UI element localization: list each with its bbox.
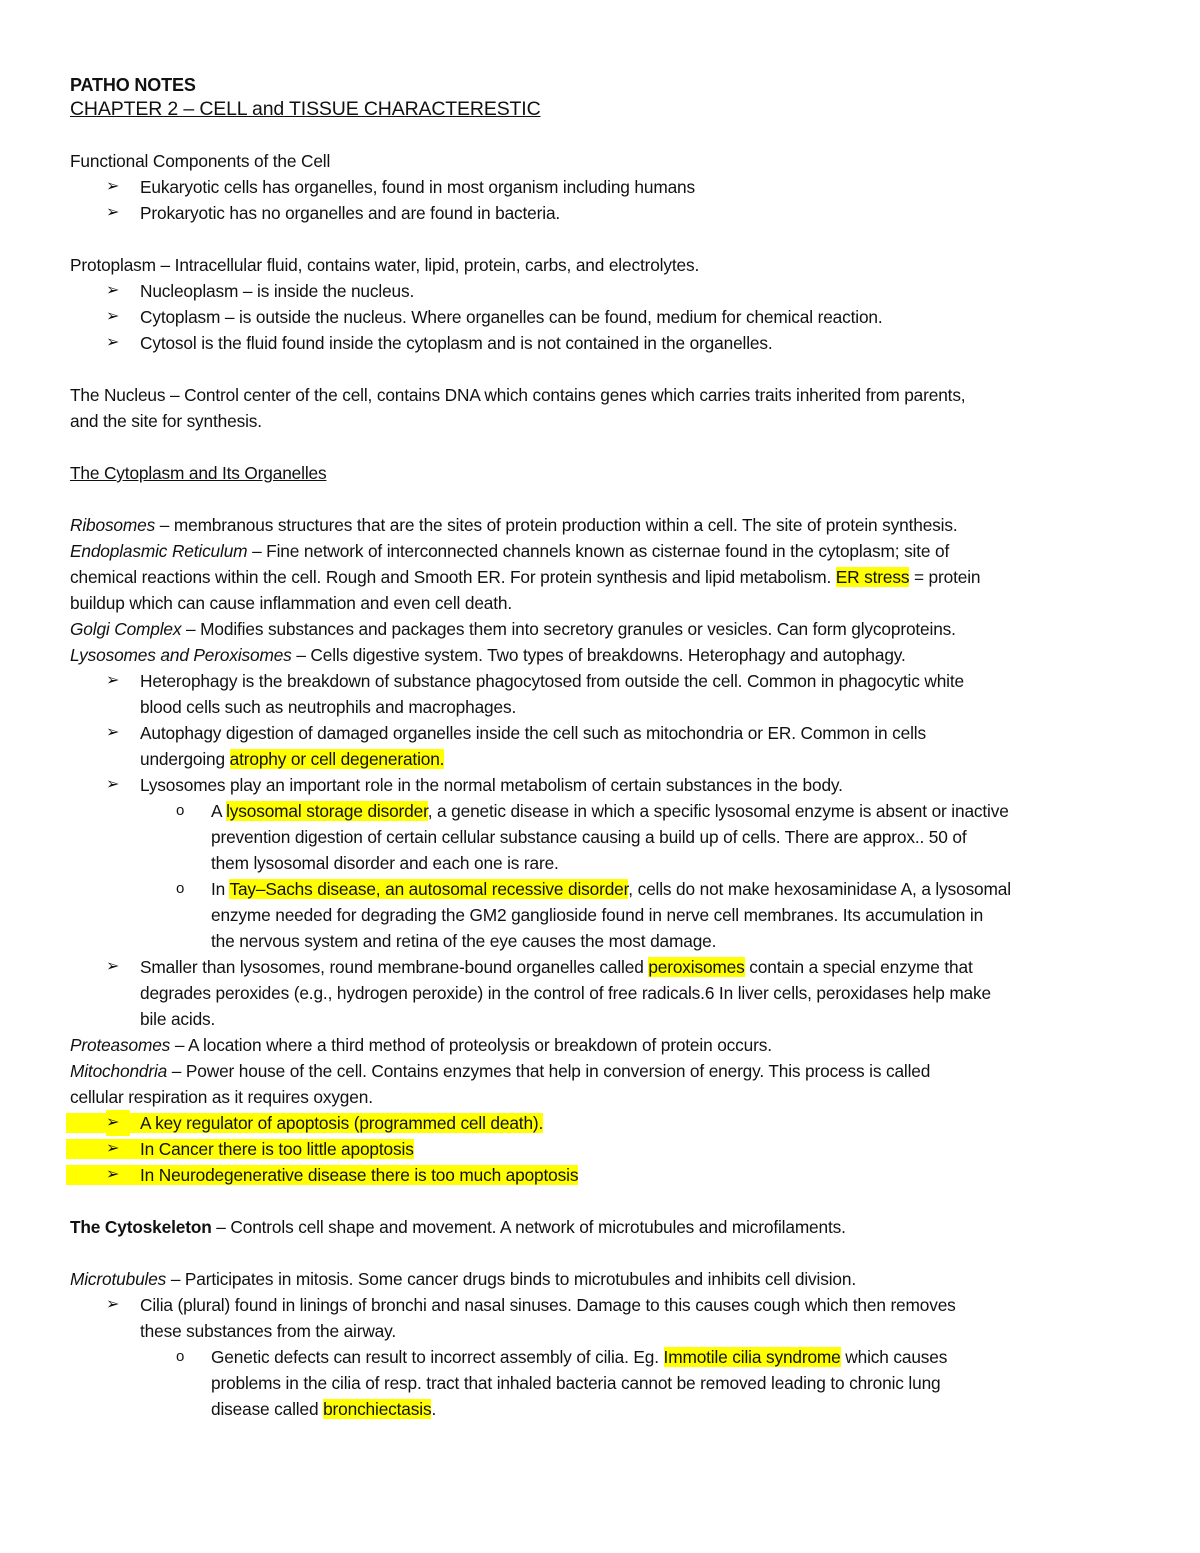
bullet-item-continued: blood cells such as neutrophils and macrophages. [140, 697, 517, 717]
section-heading: The Cytoplasm and Its Organelles [70, 463, 327, 483]
bullet-item: ➢ Cytosol is the fluid found inside the cytoplasm and is not contained in the organelles. [70, 330, 1140, 356]
document-page [70, 74, 1140, 1422]
paragraph-continued: and the site for synthesis. [70, 411, 262, 431]
sub-bullet-item: o In Tay–Sachs disease, an autosomal recessive disorder, cells do not make hexosaminidase A, a lysosomal [70, 876, 1140, 902]
definition-er-line: chemical reactions within the cell. Rough and Smooth ER. For protein synthesis and lipid metabolism. ER stress = protein [70, 567, 981, 587]
bullet-item: ➢ Heterophagy is the breakdown of substance phagocytosed from outside the cell. Common in phagocytic white [70, 668, 1140, 694]
bullet-item: ➢ Autophagy digestion of damaged organelles inside the cell such as mitochondria or ER. Common in cells [70, 720, 1140, 746]
definition-proteasomes: Proteasomes – A location where a third method of proteolysis or breakdown of protein occurs. [70, 1035, 772, 1055]
highlight: In Neurodegenerative disease there is too much apoptosis [66, 1165, 578, 1185]
arrow-bullet-icon: ➢ [106, 334, 120, 351]
bullet-item: ➢ Prokaryotic has no organelles and are found in bacteria. [70, 200, 1140, 226]
bullet-item [70, 1162, 1140, 1188]
bullet-item-continued: undergoing atrophy or cell degeneration. [140, 749, 445, 769]
sub-bullet-item-continued: enzyme needed for degrading the GM2 ganglioside found in nerve cell membranes. Its accumulation in [211, 905, 984, 925]
bullet-item: ➢ Eukaryotic cells has organelles, found in most organism including humans [70, 174, 1140, 200]
sub-bullet-item-continued: disease called bronchiectasis. [211, 1399, 437, 1419]
highlight: ER stress [835, 567, 910, 587]
chapter-heading: CHAPTER 2 – CELL and TISSUE CHARACTERESTIC [70, 98, 541, 120]
highlight: atrophy or cell degeneration. [229, 749, 445, 769]
circle-bullet-icon: o [176, 802, 185, 819]
sub-bullet-item-continued: prevention digestion of certain cellular substance causing a build up of cells. There are approx.. 50 of [211, 827, 967, 847]
bullet-item-continued: degrades peroxides (e.g., hydrogen peroxide) in the control of free radicals.6 In liver cells, peroxidases help make [140, 983, 991, 1003]
paragraph: Protoplasm – Intracellular fluid, contains water, lipid, protein, carbs, and electrolytes. [70, 255, 700, 275]
arrow-bullet-icon: ➢ [106, 204, 120, 221]
arrow-bullet-icon: ➢ [106, 282, 120, 299]
definition-er: Endoplasmic Reticulum – Fine network of interconnected channels known as cisternae found in the cytoplasm; site of [70, 541, 950, 561]
sub-bullet-item-continued: problems in the cilia of resp. tract that inhaled bacteria cannot be removed leading to chronic lung [211, 1373, 941, 1393]
highlight: peroxisomes [648, 957, 745, 977]
definition-mitochondria-line: cellular respiration as it requires oxygen. [70, 1087, 373, 1107]
circle-bullet-icon: o [176, 880, 185, 897]
arrow-bullet-icon: ➢ [106, 672, 120, 689]
bullet-item: ➢ Smaller than lysosomes, round membrane-bound organelles called peroxisomes contain a special enzyme that [70, 954, 1140, 980]
paragraph: The Nucleus – Control center of the cell, contains DNA which contains genes which carries traits inherited from parents, [70, 385, 966, 405]
sub-bullet-item: o Genetic defects can result to incorrect assembly of cilia. Eg. Immotile cilia syndrome which causes [70, 1344, 1140, 1370]
highlight: Immotile cilia syndrome [663, 1347, 841, 1367]
highlight: lysosomal storage disorder [226, 801, 428, 821]
arrow-bullet-icon: ➢ [106, 178, 120, 195]
bullet-item: ➢ Cytoplasm – is outside the nucleus. Where organelles can be found, medium for chemical reaction. [70, 304, 1140, 330]
definition-microtubules: Microtubules – Participates in mitosis. Some cancer drugs binds to microtubules and inhibits cell division. [70, 1269, 856, 1289]
doc-title: PATHO NOTES [70, 75, 196, 95]
arrow-bullet-icon: ➢ [106, 308, 120, 325]
definition-lysosomes: Lysosomes and Peroxisomes – Cells digestive system. Two types of breakdowns. Heterophagy and autophagy. [70, 645, 906, 665]
section-heading: Functional Components of the Cell [70, 151, 331, 171]
definition-ribosomes: Ribosomes – membranous structures that are the sites of protein production within a cell. The site of protein synthesis. [70, 515, 958, 535]
bullet-item: ➢ Lysosomes play an important role in the normal metabolism of certain substances in the body. [70, 772, 1140, 798]
highlight: Tay–Sachs disease, an autosomal recessive disorder [229, 879, 629, 899]
sub-bullet-item-continued: them lysosomal disorder and each one is rare. [211, 853, 559, 873]
arrow-bullet-icon: ➢ [106, 1110, 130, 1136]
arrow-bullet-icon: ➢ [106, 1296, 120, 1313]
highlight: In Cancer there is too little apoptosis [66, 1139, 414, 1159]
arrow-bullet-icon: ➢ [106, 776, 120, 793]
arrow-bullet-icon: ➢ [106, 958, 120, 975]
bullet-item-continued: these substances from the airway. [140, 1321, 396, 1341]
highlight: A key regulator of apoptosis (programmed cell death). [66, 1113, 543, 1133]
arrow-bullet-icon: ➢ [106, 724, 120, 741]
bullet-item [70, 1110, 1140, 1136]
bullet-item-continued: bile acids. [140, 1009, 216, 1029]
highlight: bronchiectasis [323, 1399, 432, 1419]
bullet-item: ➢ Cilia (plural) found in linings of bronchi and nasal sinuses. Damage to this causes cough which then removes [70, 1292, 1140, 1318]
bullet-item: ➢ Nucleoplasm – is inside the nucleus. [70, 278, 1140, 304]
arrow-bullet-icon: ➢ [106, 1140, 120, 1157]
bullet-item [70, 1136, 1140, 1162]
definition-er-line: buildup which can cause inflammation and even cell death. [70, 593, 513, 613]
sub-bullet-item: o A lysosomal storage disorder, a genetic disease in which a specific lysosomal enzyme is absent or inactive [70, 798, 1140, 824]
definition-mitochondria: Mitochondria – Power house of the cell. Contains enzymes that help in conversion of energy. This process is called [70, 1061, 931, 1081]
sub-bullet-item-continued: the nervous system and retina of the eye causes the most damage. [211, 931, 717, 951]
circle-bullet-icon: o [176, 1348, 185, 1365]
definition-golgi: Golgi Complex – Modifies substances and packages them into secretory granules or vesicles. Can form glycoproteins. [70, 619, 956, 639]
arrow-bullet-icon: ➢ [106, 1166, 120, 1183]
definition-cytoskeleton: The Cytoskeleton – Controls cell shape and movement. A network of microtubules and microfilaments. [70, 1217, 846, 1237]
